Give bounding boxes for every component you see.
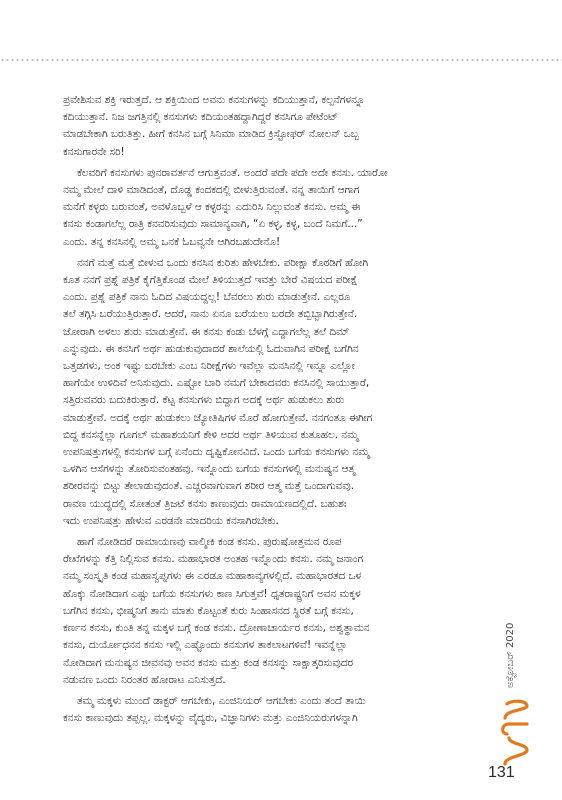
text-line: ತಲೆ ತಗ್ಗಿಸಿ ಬರೆಯುತ್ತಿರುತ್ತಾರೆ. ಆದರೆ, ನಾನು ಏನೂ ಬರೆಯಲು ಬರದೇ ತಬ್ಬಿಬ್ಬಾಗಿರುತ್ತೇನೆ. xyxy=(63,308,358,321)
text-line: ಎಂದು. ತನ್ನ ಕನಸಿನಲ್ಲಿ ಅಮ್ಮ ಒನಕೆ ಓಬವ್ವನೇ ಆಗಿರಬಹುದೇನೊ! xyxy=(63,235,281,248)
text-line: ಎಂದು. ಪ್ರಶ್ನೆ ಪತ್ರಿಕೆ ನಾನು ಓದಿದ ವಿಷಯದ್ದಲ್ಲ! ಬೆವರಲು ಶುರು ಮಾಡುತ್ತೇನೆ. ಎಲ್ಲರೂ xyxy=(63,291,351,304)
text-line: ಕನಸು, ದುರ್ಯೋಧನನ ಕನಸು ಇಲ್ಲಿ ಎಷ್ಟೊಂದು ಕನಸುಗಳ ತಾಕಲಾಟಗಳಿವೆ! ಇವನ್ನೆಲ್ಲಾ xyxy=(63,639,348,652)
text-line: ಬಿದ್ದ ಕನಸನ್ನೆಲ್ಲಾ ಗೂಗಲ್ ಮಹಾಶಯನಿಗೆ ಕೇಳಿ ಅದರ ಅರ್ಥ ತಿಳಿಯುವ ಕುತೂಹಲ. ನಮ್ಮ xyxy=(63,428,359,441)
article-body xyxy=(63,92,481,731)
paragraph xyxy=(63,534,481,689)
text-line: ನನಗೆ ಮತ್ತೆ ಮತ್ತೆ ಬೀಳುವ ಒಂದು ಕನಸಿನ ಕುರಿತು ಹೇಳಬೇಕು. ಪರೀಕ್ಷಾ ಕೊಠಡಿಗೆ ಹೋಗಿ xyxy=(77,256,369,269)
text-line: ಒಳಗಿನ ಆಸೆಗಳನ್ನು ತೋರಿಸುವಂತಹವು. ಇನ್ನೊಂದು ಬಗೆಯ ಕನಸುಗಳಲ್ಲಿ ಮನುಷ್ಯನ ಆತ್ಮ xyxy=(63,463,356,476)
text-line: ಕನಸು ಕಾಣುವುದು ತಪ್ಪಲ್ಲ. ಮಕ್ಕಳನ್ನು ವೈದ್ಯರು, ವಿಜ್ಞಾನಿಗಳು ಮತ್ತು ಎಂಜಿನಿಯರುಗಳನ್ನಾಗಿ xyxy=(63,712,358,725)
text-line: ಎನ್ನುವುದು. ಈ ಕನಸಿಗೆ ಅರ್ಥ ಹುಡುಕುವುದಾದರೆ ಶಾಲೆಯಲ್ಲಿ ಓದುವಾಗಿನ ಪರೀಕ್ಷೆ ಬಗೆಗಿನ xyxy=(63,342,359,355)
text-line: ಕನಸುಗಾರನೇ ಸರಿ! xyxy=(63,145,125,158)
magazine-side-tab xyxy=(497,600,537,770)
text-line: ರೇಖೆಗಳನ್ನು ಕೆತ್ತಿ ನಿಲ್ಲಿಸುವ ಕನಸು. ಮಹಾಭಾರತ ಅಂತಹ ಇನ್ನೊಂದು ಕನಸು. ನಮ್ಮ ಜನಾಂಗ xyxy=(63,553,364,566)
text-line: ತಮ್ಮ ಮಕ್ಕಳು ಮುಂದೆ ಡಾಕ್ಟರ್ ಆಗಬೇಕು, ಎಂಜಿನಿಯರ್ ಆಗಬೇಕು ಎಂದು ತಂದೆ ತಾಯಿ xyxy=(77,694,366,707)
text-line: ನಮ್ಮ ಸಂಸ್ಕೃತಿ ಕಂಡ ಮಹಾಸ್ವಪ್ನಗಳು ಈ ಎರಡೂ ಮಹಾಕಾವ್ಯಗಳಲ್ಲಿದೆ. ಮಹಾಭಾರತದ ಒಳ xyxy=(63,570,362,583)
text-line: ಕನಸು ಕಂಡಾಗಲೆಲ್ಲ ರಾತ್ರಿ ಕನವರಿಸುವುದು ಸಾಮಾನ್ಯವಾಗಿ, “ಏ ಕಳ್ಳ, ಕಳ್ಳ, ಬಂದೆ ನಿಮಗೆ...” xyxy=(63,218,363,231)
text-line: ರಾವಣ ಯುದ್ಧದಲ್ಲಿ ಸೋತಂತೆ ತ್ರಿಜಟೆ ಕನಸು ಕಾಣುವುದು ರಾಮಾಯಣದಲ್ಲಿದೆ. ಬಹುಶಃ xyxy=(63,497,347,510)
text-line: ಕರ್ಣನ ಕನಸು, ಕುಂತಿ ತನ್ನ ಮಕ್ಕಳ ಬಗ್ಗೆ ಕಂಡ ಕನಸು. ದ್ರೋಣಾಚಾರ್ಯರ ಕನಸು, ಅಶ್ವತ್ಥಾಮನ xyxy=(63,622,370,635)
text-line: ಮಾಡುತ್ತೇವೆ. ಅದಕ್ಕೆ ಅರ್ಥ ಹುಡುಕಲು ಜ್ಯೋತಿಷಿಗಳ ಮೊರೆ ಹೋಗುತ್ತೇವೆ. ನನಗಂತೂ ಈಗೀಗ xyxy=(63,411,373,424)
paragraph xyxy=(63,255,481,530)
text-line: ನೋಡಿದಾಗ ಮನುಷ್ಯನ ಜೀವನವು ಅವನ ಕನಸು ಮತ್ತು ಕಂಡ ಕನಸನ್ನು ಸಾಕ್ಷಾತ್ಕರಿಸುವುದರ xyxy=(63,656,354,669)
text-line: ಒತ್ತಡಗಳು, ಅಂಕ ಇಷ್ಟು ಬರಬೇಕು ಎಂಬ ನಿರೀಕ್ಷೆಗಳು ಇವೆಲ್ಲಾ ಮನಸಿನಲ್ಲಿ ಇನ್ನೂ ಎಲ್ಲೋ xyxy=(63,360,355,373)
text-line: ಹಾಗೆ ನೋಡಿದರೆ ರಾಮಾಯಣವು ವಾಲ್ಮೀಕಿ ಕಂಡ ಕನಸು. ಪುರುಷೋತ್ತಮನ ರೂಪ xyxy=(77,536,342,549)
text-line: ಹೊಕ್ಕು ನೋಡಿದಾಗ ಎಷ್ಟು ಬಗೆಯ ಕನಸುಗಳು ಕಾಣ ಸಿಗುತ್ತವೆ! ಧೃತರಾಷ್ಟ್ರನಿಗೆ ಅವನ ಮಕ್ಕಳ xyxy=(63,587,361,600)
text-line: ಹಾಗೆಯೇ ಉಳಿದಿವೆ ಅನಿಸುವುದು. ಎಷ್ಟೋ ಬಾರಿ ನಮಗೆ ಬೇಕಾದವರು ಕನಸಿನಲ್ಲಿ ಸಾಯುತ್ತಾರೆ, xyxy=(63,377,370,390)
text-line: ಸತ್ತಿರುವವರು ಬದುಕಿರುತ್ತಾರೆ. ಕೆಟ್ಟ ಕನಸುಗಳು ಬಿದ್ದಾಗ ಅದಕ್ಕೆ ಅರ್ಥ ಹುಡುಕಲು ಶುರು xyxy=(63,394,345,407)
text-line: ಶರೀರವನ್ನು ಬಿಟ್ಟು ತೇಲಾಡುವುದಂತೆ. ಎಚ್ಚರವಾಗುವಾಗ ಶರೀರ ಆತ್ಮ ಮತ್ತೆ ಒಂದಾಗುವವು. xyxy=(63,480,354,493)
text-line: ನಡುವಣ ಒಂದು ನಿರಂತರ ಹೋರಾಟ ಎನಿಸುತ್ತದೆ. xyxy=(63,673,226,686)
magazine-logo xyxy=(497,694,537,770)
text-line: ಕೆಲವರಿಗೆ ಕನಸುಗಳು ಪುನರಾವರ್ತನೆ ಆಗುತ್ತವಂತೆ. ಅಂದರೆ ಪದೇ ಪದೇ ಅದೇ ಕನಸು. ಯಾರೋ xyxy=(77,166,388,179)
paragraph xyxy=(63,693,481,727)
text-line: ನಮ್ಮ ಮೇಲೆ ದಾಳಿ ಮಾಡಿದಂತೆ, ದೊಡ್ಡ ಕಂದಕದಲ್ಲಿ ಬೀಳುತ್ತಿರುವಂತೆ. ನನ್ನ ತಾಯಿಗೆ ಆಗಾಗ xyxy=(63,184,360,197)
text-line: ಬಗೆಗಿನ ಕನಸು, ಭೀಷ್ಮನಿಗೆ ತಾನು ಮಾತು ಕೊಟ್ಟಂತೆ ಕುರು ಸಿಂಹಾಸನದ ಸ್ಥಿರತೆ ಬಗ್ಗೆ ಕನಸು, xyxy=(63,604,354,617)
text-line: ಕದಿಯುತ್ತಾನೆ. ನಿಜ ಜಗತ್ತಿನಲ್ಲಿ ಕನಸುಗಳು ಕದಿಯಂತಹದ್ದಾಗಿದ್ದರೆ ಕನಸಿಗೂ ಪೇಟೆಂಟ್ xyxy=(63,111,339,124)
paragraph xyxy=(63,92,481,161)
paragraph xyxy=(63,165,481,251)
text-line: ಮಾಡಬೇಕಾಗಿ ಬರುತಿತ್ತು. ಹೀಗೆ ಕನಸಿನ ಬಗ್ಗೆ ಸಿನಿಮಾ ಮಾಡಿದ ಕ್ರಿಸ್ಟೋಫರ್ ನೋಲನ್ ಒಬ್ಬ xyxy=(63,128,360,141)
text-line: ಮನೆಗೆ ಕಳ್ಳರು ಬರುವಂತೆ, ಅವಳೊಬ್ಬಳೆ ಆ ಕಳ್ಳರನ್ನು ಎದುರಿಸಿ ನಿಲ್ಲುವಂತೆ ಕನಸು. ಅಮ್ಮ ಈ xyxy=(63,201,361,214)
text-line: ಜೋರಾಗಿ ಅಳಲು ಶುರು ಮಾಡುತ್ತೇನೆ. ಈ ಕನಸು ಕಂಡು ಬೆಳಗ್ಗೆ ಎದ್ದಾಗಲೆಲ್ಲ ತಲೆ ದಿಮ್ xyxy=(63,325,350,338)
page-number: 131 xyxy=(488,764,515,781)
text-line: ಕೂತ ನನಗೆ ಪ್ರಶ್ನೆ ಪತ್ರಿಕೆ ಕೈಗೆತ್ತಿಕೊಂಡ ಮೇಲೆ ತಿಳಿಯುತ್ತದೆ ಇವತ್ತು ಬೇರೆ ವಿಷಯದ ಪರೀಕ್ಷೆ xyxy=(63,274,358,287)
text-line: ಪ್ರವೇಶಿಸುವ ಶಕ್ತಿ ಇರುತ್ತದೆ. ಆ ಶಕ್ತಿಯಿಂದ ಅವನು ಕನಸುಗಳನ್ನು ಕದಿಯುತ್ತಾನೆ, ಕಲ್ಪನೆಗಳನ್ನೂ xyxy=(63,94,365,106)
dotted-header-rule xyxy=(0,58,562,62)
text-line: ಇದು ಉಪನಿಷತ್ತು ಹೇಳುವ ಎರಡನೇ ಮಾದರಿಯ ಕನಸಾಗಿರಬೇಕು. xyxy=(63,514,279,527)
text-line: ಉಪನಿಷತ್ತುಗಳಲ್ಲಿ ಕನಸುಗಳ ಬಗ್ಗೆ ಏನೆಂದು ದೃಷ್ಟಿಕೋನವಿದೆ. ಒಂದು ಬಗೆಯ ಕನಸುಗಳು ನಮ್ಮ xyxy=(63,446,370,459)
issue-date: ಅಕ್ಟೋಬರ್ 2020 xyxy=(505,622,516,688)
